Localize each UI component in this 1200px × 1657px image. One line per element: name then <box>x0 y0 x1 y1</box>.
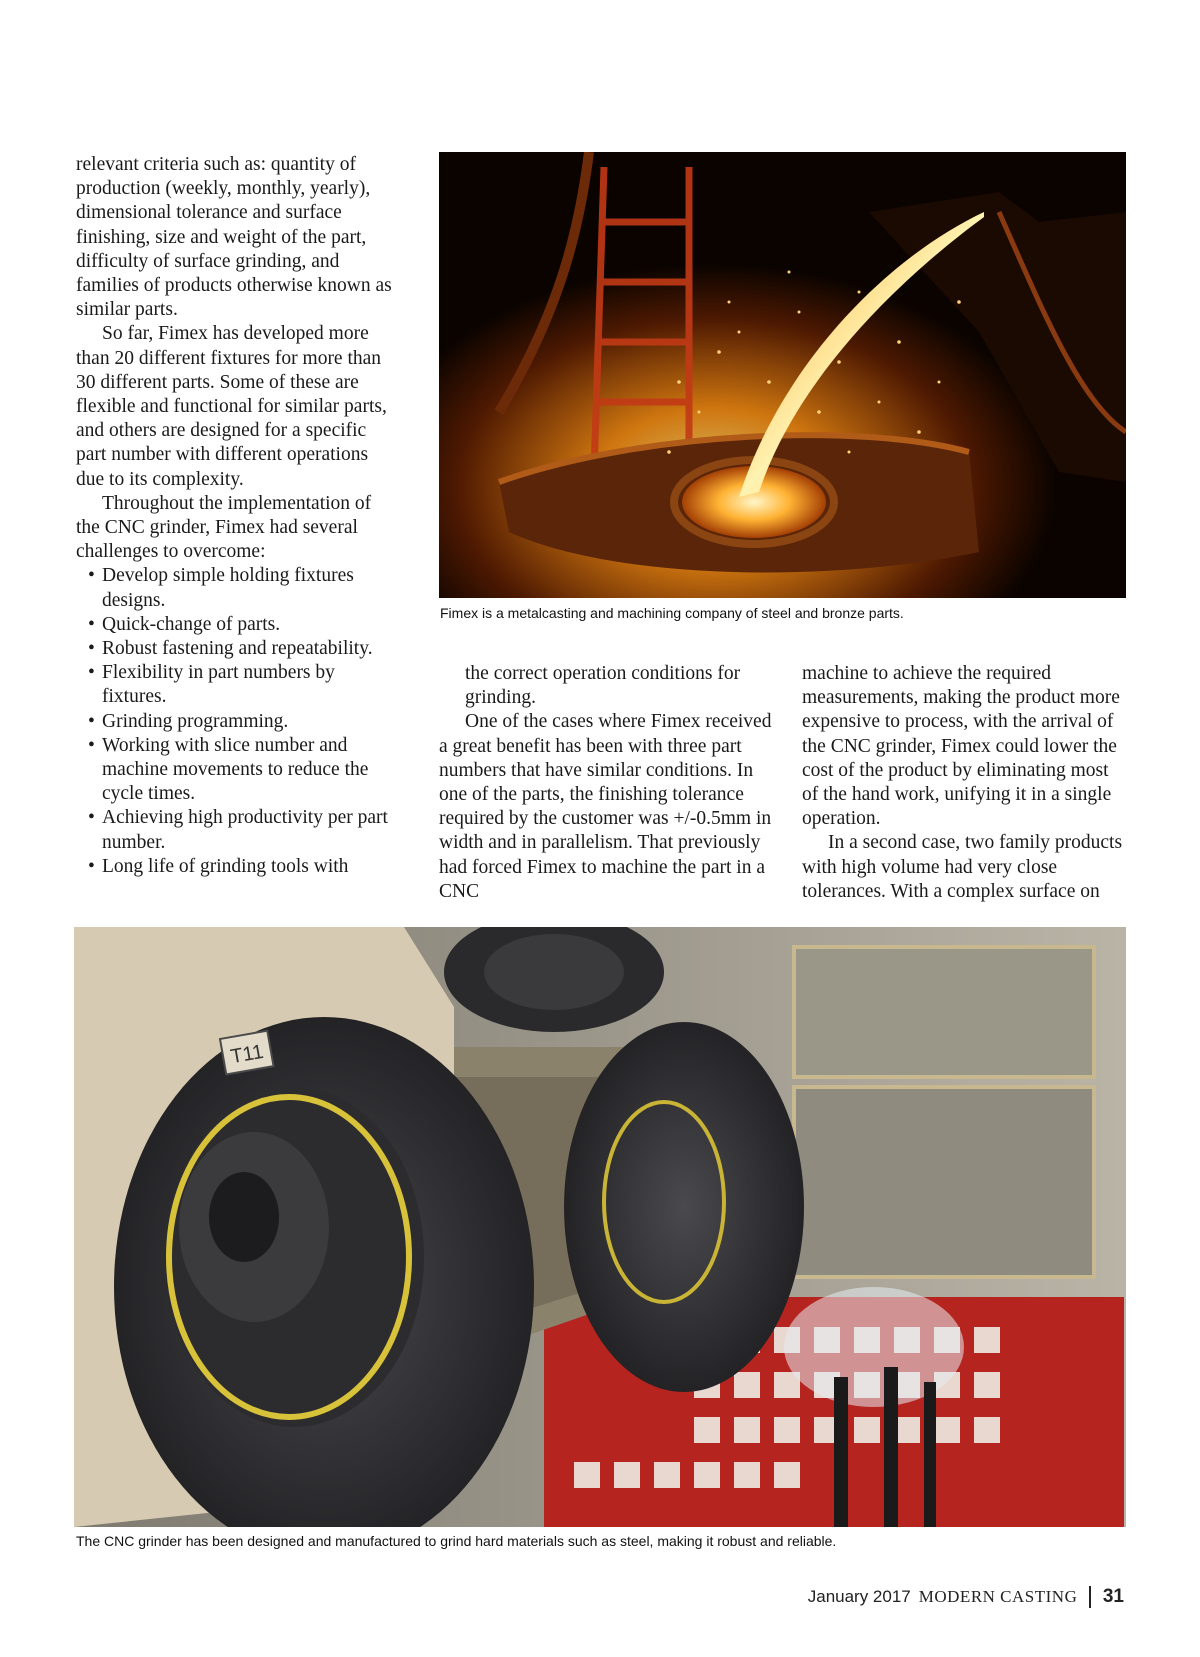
paragraph: In a second case, two family products with high volume had very close tolerances. With a complex surface on <box>802 832 1123 902</box>
bottom-photo-caption: The CNC grinder has been designed and manufactured to grind hard materials such as steel, making it robust and reliable. <box>76 1533 837 1549</box>
top-photo-caption: Fimex is a metalcasting and machining company of steel and bronze parts. <box>440 605 904 621</box>
paragraph: One of the cases where Fimex received a great benefit has been with three part numbers that have similar conditions. In one of the parts, the finishing tolerance required by the customer was +/-0.5mm in width and in parallelism. That previously had forced Fimex to machine the part in a CNC <box>439 711 772 902</box>
publication-name: MODERN CASTING <box>918 1587 1078 1606</box>
middle-column <box>439 662 775 904</box>
list-item: • Quick-change of parts. <box>88 613 392 637</box>
molten-metal-photo <box>439 152 1126 598</box>
paragraph: machine to achieve the required measurements, making the product more expensive to process, with the arrival of the CNC grinder, Fimex could lower the cost of the product by eliminating most of the hand work, unifying it in a single operation. <box>802 663 1120 830</box>
issue-date: January 2017 <box>807 1587 911 1606</box>
page-number: 31 <box>1102 1586 1124 1607</box>
list-item: • Long life of grinding tools with <box>88 855 392 879</box>
list-item: • Robust fastening and repeatability. <box>88 637 392 661</box>
left-column <box>76 153 392 879</box>
paragraph: the correct operation conditions for grinding. <box>465 663 741 709</box>
paragraph: relevant criteria such as: quantity of production (weekly, monthly, yearly), dimensional tolerance and surface finishing, size and weight of the part, difficulty of surface grinding, and families of products otherwise known as similar parts. <box>76 154 392 321</box>
right-column <box>802 662 1126 904</box>
footer-divider <box>1089 1586 1091 1608</box>
molten-metal-illustration <box>439 152 1126 598</box>
machine-label: T11 <box>228 1040 266 1069</box>
list-item: • Achieving high productivity per part number. <box>88 806 392 854</box>
page-footer <box>808 1586 1124 1608</box>
cnc-grinder-illustration <box>74 927 1126 1527</box>
paragraph: So far, Fimex has developed more than 20 different fixtures for more than 30 different parts. Some of these are flexible and functional for similar parts, and others are designed for a specific part number with different operations due to its complexity. <box>76 323 387 490</box>
list-item: • Develop simple holding fixtures designs. <box>88 564 392 612</box>
list-item: • Grinding programming. <box>88 710 392 734</box>
cnc-grinder-photo <box>74 927 1126 1527</box>
list-item: • Flexibility in part numbers by fixtures. <box>88 661 392 709</box>
challenges-list <box>76 564 392 879</box>
paragraph: Throughout the implementation of the CNC grinder, Fimex had several challenges to overcome: <box>76 492 372 563</box>
list-item: • Working with slice number and machine movements to reduce the cycle times. <box>88 734 392 807</box>
